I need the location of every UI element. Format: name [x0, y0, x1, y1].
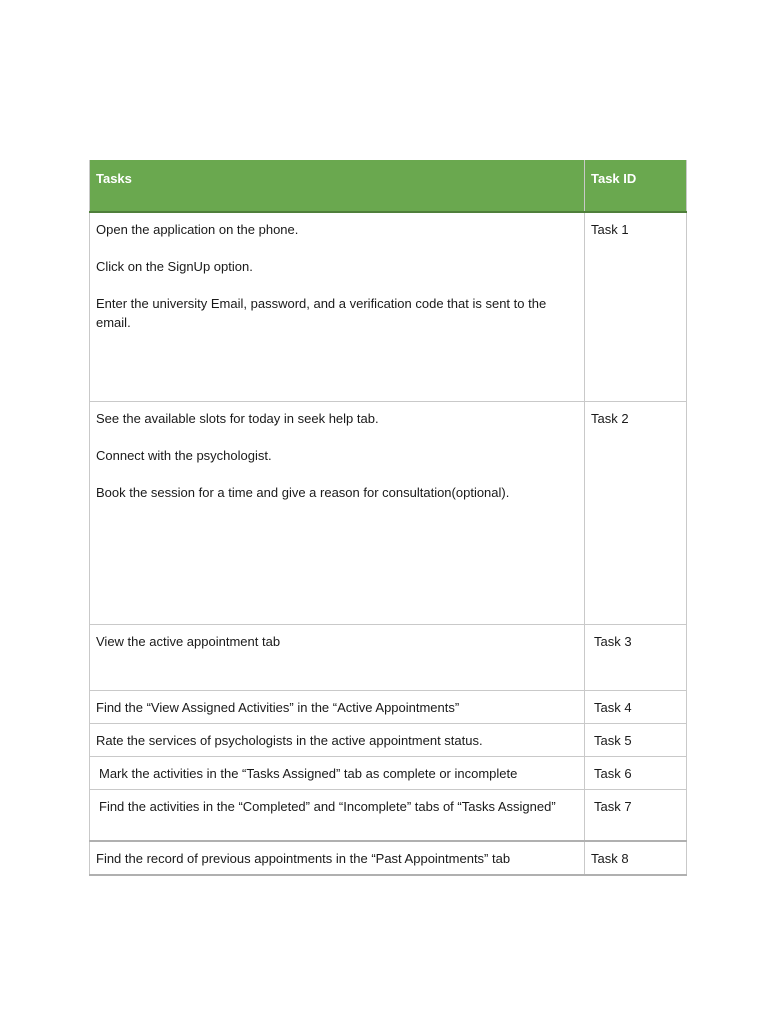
task-id-cell [585, 789, 687, 841]
table-row [90, 212, 687, 401]
table-row [90, 690, 687, 723]
task-description-cell [90, 756, 585, 789]
task-id-cell: Task 8 [585, 841, 687, 875]
task-id-cell [585, 756, 687, 789]
table-row [90, 841, 687, 875]
task-description-cell [90, 401, 585, 624]
task-step: Enter the university Email, password, and a verification code that is sent to the email. [96, 296, 547, 330]
task-description-cell [90, 841, 585, 875]
table-row [90, 756, 687, 789]
task-description-cell [90, 624, 585, 690]
task-step: Find the activities in the “Completed” and “Incomplete” tabs of “Tasks Assigned” [99, 798, 556, 814]
task-id-cell [585, 624, 687, 690]
task-id: Task 6 [594, 765, 632, 781]
tasks-table [89, 160, 687, 876]
task-id-cell: Task 2 [585, 401, 687, 624]
column-header-task-id: Task ID [585, 160, 687, 212]
table-row [90, 624, 687, 690]
task-id: Task 5 [594, 732, 632, 748]
task-id-cell [585, 690, 687, 723]
task-id-cell: Task 1 [585, 212, 687, 401]
task-step: Rate the services of psychologists in the active appointment status. [96, 732, 483, 748]
task-id: Task 3 [594, 633, 632, 649]
column-header-tasks: Tasks [90, 160, 585, 212]
task-step: View the active appointment tab [96, 633, 281, 649]
table-header-row [90, 160, 687, 212]
task-step: Find the “View Assigned Activities” in the “Active Appointments” [96, 699, 460, 715]
task-description-cell [90, 789, 585, 841]
task-id-cell [585, 723, 687, 756]
task-step: Connect with the psychologist. [96, 447, 272, 463]
task-description-cell [90, 723, 585, 756]
task-step: Mark the activities in the “Tasks Assigned” tab as complete or incomplete [99, 765, 518, 781]
task-id: Task 7 [594, 798, 632, 814]
table-row [90, 401, 687, 624]
task-step: Book the session for a time and give a reason for consultation(optional). [96, 484, 510, 500]
task-id: Task 4 [594, 699, 632, 715]
task-description-cell [90, 690, 585, 723]
task-step: Click on the SignUp option. [96, 259, 253, 274]
task-description-cell [90, 212, 585, 401]
table-row [90, 789, 687, 841]
table-row [90, 723, 687, 756]
task-step: See the available slots for today in seek help tab. [96, 410, 379, 426]
task-step: Open the application on the phone. [96, 222, 299, 237]
task-step: Find the record of previous appointments in the “Past Appointments” tab [96, 851, 511, 866]
